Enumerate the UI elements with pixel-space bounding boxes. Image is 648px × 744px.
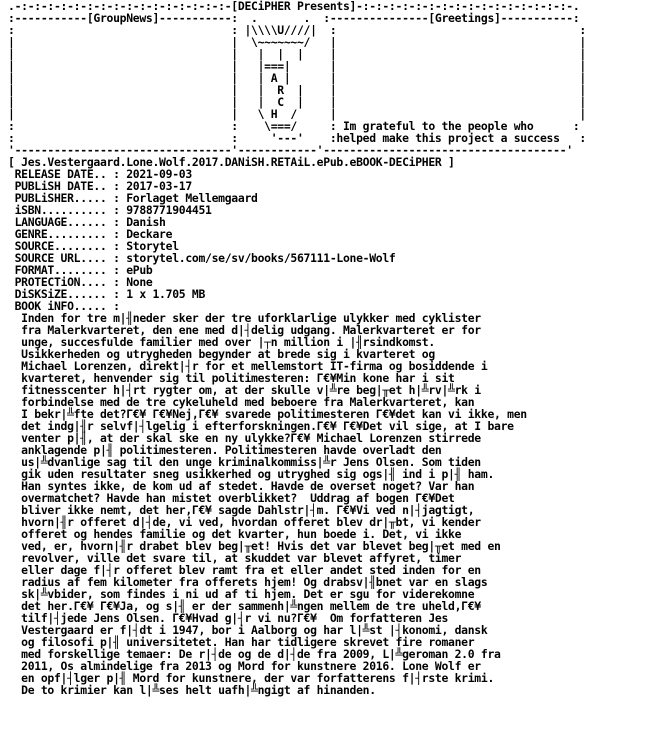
book-info-line: ved, er, hvorn|╢r drabet blev beg|╥et! Hvis det var blevet beg|╥et med en: [8, 539, 501, 553]
book-info-line: fitnesscenter h|┤rt rygter om, at der skulle v|╩re beg|╥et h|╩rv|╩rk i: [8, 383, 481, 397]
book-info-line: fra Malerkvarteret, den ene med d|┤delig udgang. Malerkvarteret er for: [8, 323, 481, 337]
header-line: '---------------------------------'------------'-------------------------------------': [8, 143, 573, 157]
info-field: BOOK iNFO..... :: [8, 299, 120, 313]
book-info-line: I bekr|╩fte det?Γ€¥ Γ€¥Nej,Γ€¥ svarede politimesteren Γ€¥det kan vi ikke, men: [8, 407, 527, 421]
book-info-line: Vestergaard er f|┤dt i 1947, bor i Aalborg og har l|╩st |┤konomi, dansk: [8, 623, 488, 637]
book-info-line: revolver, ville det svare til, at skuddet var blevet affyret, timer: [8, 551, 462, 565]
book-info-line: og filosofi p|╢ universitetet. Han har tidligere skrevet fire romaner: [8, 635, 475, 649]
info-field: LANGUAGE...... : Danish: [8, 215, 166, 229]
header-line: | | |===| | |: [8, 59, 586, 73]
book-info-line: kvarteret, henvender sig til politimesteren: Γ€¥Min kone har i sit: [8, 371, 455, 385]
info-field: PUBLiSHER..... : Forlaget Mellemgaard: [8, 191, 258, 205]
release-title: [ Jes.Vestergaard.Lone.Wolf.2017.DANiSH.RETAiL.ePub.eBOOK-DECiPHER ]: [8, 155, 455, 169]
book-info-line: Usikkerheden og utrygheden begynder at brede sig i kvarteret og: [8, 347, 435, 361]
info-field: SOURCE URL.... : storytel.com/se/sv/books/567111-Lone-Wolf: [8, 251, 396, 265]
info-field: DiSKSiZE...... : 1 x 1.705 MB: [8, 287, 206, 301]
book-info-line: med forskellige temaer: De r|┤de og de d|┤de fra 2009, L|╩geroman 2.0 fra: [8, 647, 501, 661]
header-line: :-----------[GroupNews]-----------: . . :---------------[Greetings]-----------:: [8, 11, 580, 25]
book-info-line: us|╩dvanlige sag til den unge kriminalkommiss|╩r Jens Olsen. Som tiden: [8, 455, 481, 469]
info-field: iSBN.......... : 9788771904451: [8, 203, 212, 217]
header-line: : : '---' :helped make this project a success :: [8, 131, 586, 145]
book-info-line: unge, succesfulde familier med over |┬n million i |╢rsindkomst.: [8, 335, 435, 349]
header-line: : : |\\\\U////| : :: [8, 23, 586, 37]
book-info-line: hvorn|╢r offeret d|┤de, vi ved, hvordan offeret blev dr|╥bt, vi kender: [8, 515, 481, 529]
book-info-line: 2011, Os almindelige fra 2013 og Mord for kunstnere 2016. Lone Wolf er: [8, 659, 481, 673]
book-info-line: eller dage f|┤r offeret blev ramt fra et eller andet sted inden for en: [8, 563, 481, 577]
book-info-line: venter p|╢, at der skal ske en ny ulykke?Γ€¥ Michael Lorenzen stirrede: [8, 431, 481, 445]
info-field: FORMAT........ : ePub: [8, 263, 153, 277]
header-line: | | | R | | |: [8, 83, 586, 97]
book-info-line: det indg|╢r selvf|┤lgelig i efterforskningen.Γ€¥ Γ€¥Det vil sige, at I bare: [8, 419, 514, 433]
book-info-line: Han syntes ikke, de kom ud af stedet. Havde de overset noget? Var han: [8, 479, 475, 493]
header-line: | | | A | | |: [8, 71, 586, 85]
book-info-line: tilf|┤jede Jens Olsen. Γ€¥Hvad g|┤r vi nu?Γ€¥ Om forfatteren Jes: [8, 611, 449, 625]
book-info-line: anklagende p|╢ politimesteren. Politimesteren havde overladt den: [8, 443, 442, 457]
header-line: .-:-:-:-:-:-:-:-:-:-:-:-:-:-:-:-:-[DECiPHER Presents]-:-:-:-:-:-:-:-:-:-:-:-:-:-:-:-:-.: [8, 0, 580, 13]
header-line: | | | | | | |: [8, 47, 586, 61]
book-info-line: radius af fem kilometer fra offerets hjem! Og drabsv|╢bnet var en slags: [8, 575, 488, 589]
header-line: : : \===/ : Im grateful to the people who :: [8, 119, 580, 133]
book-info-line: bliver ikke nemt, det her,Γ€¥ sagde Dahlstr|┤m. Γ€¥Vi ved n|┤jagtigt,: [8, 503, 475, 517]
book-info-line: forbindelse med de tre cykeluheld med beboere fra Malerkvarteret, kan: [8, 395, 475, 409]
book-info-line: gik uden resultater sneg usikkerhed og utryghed sig ogs|╢ ind i p|╢ ham.: [8, 467, 495, 481]
info-field: SOURCE........ : Storytel: [8, 239, 179, 253]
book-info-line: en opf|┤lger p|╢ Mord for kunstnere, der var forfatterens f|┤rste krimi.: [8, 671, 495, 685]
info-field: PROTECTiON.... : None: [8, 275, 153, 289]
book-info-line: Michael Lorenzen, direkt|┤r for et mellemstort IT-firma og bosiddende i: [8, 359, 488, 373]
book-info-line: overmatchet? Havde han mistet overblikket? Uddrag af bogen Γ€¥Det: [8, 491, 455, 505]
info-field: GENRE......... : Deckare: [8, 227, 173, 241]
book-info-line: sk|╩vbider, som findes i ni ud af ti hjem. Det er sgu for viderekomne: [8, 587, 475, 601]
header-line: | | | C | | |: [8, 95, 586, 109]
book-info-line: offeret og hendes familie og det kvarter, hun boede i. Det, vi ikke: [8, 527, 462, 541]
header-line: | | \~~~~~~~/ | |: [8, 35, 586, 49]
info-field: RELEASE DATE.. : 2021-09-03: [8, 167, 192, 181]
header-line: | | \ H / | |: [8, 107, 586, 121]
info-field: PUBLiSH DATE.. : 2017-03-17: [8, 179, 192, 193]
book-info-line: det her.Γ€¥ Γ€¥Ja, og s|╢ er der sammenh|╩ngen mellem de tre uheld,Γ€¥: [8, 599, 481, 613]
book-info-line: Inden for tre m|╢neder sker der tre uforklarlige ulykker med cyklister: [8, 311, 481, 325]
book-info-line: De to krimier kan l|╩ses helt uafh|╩ngigt af hinanden.: [8, 683, 376, 697]
